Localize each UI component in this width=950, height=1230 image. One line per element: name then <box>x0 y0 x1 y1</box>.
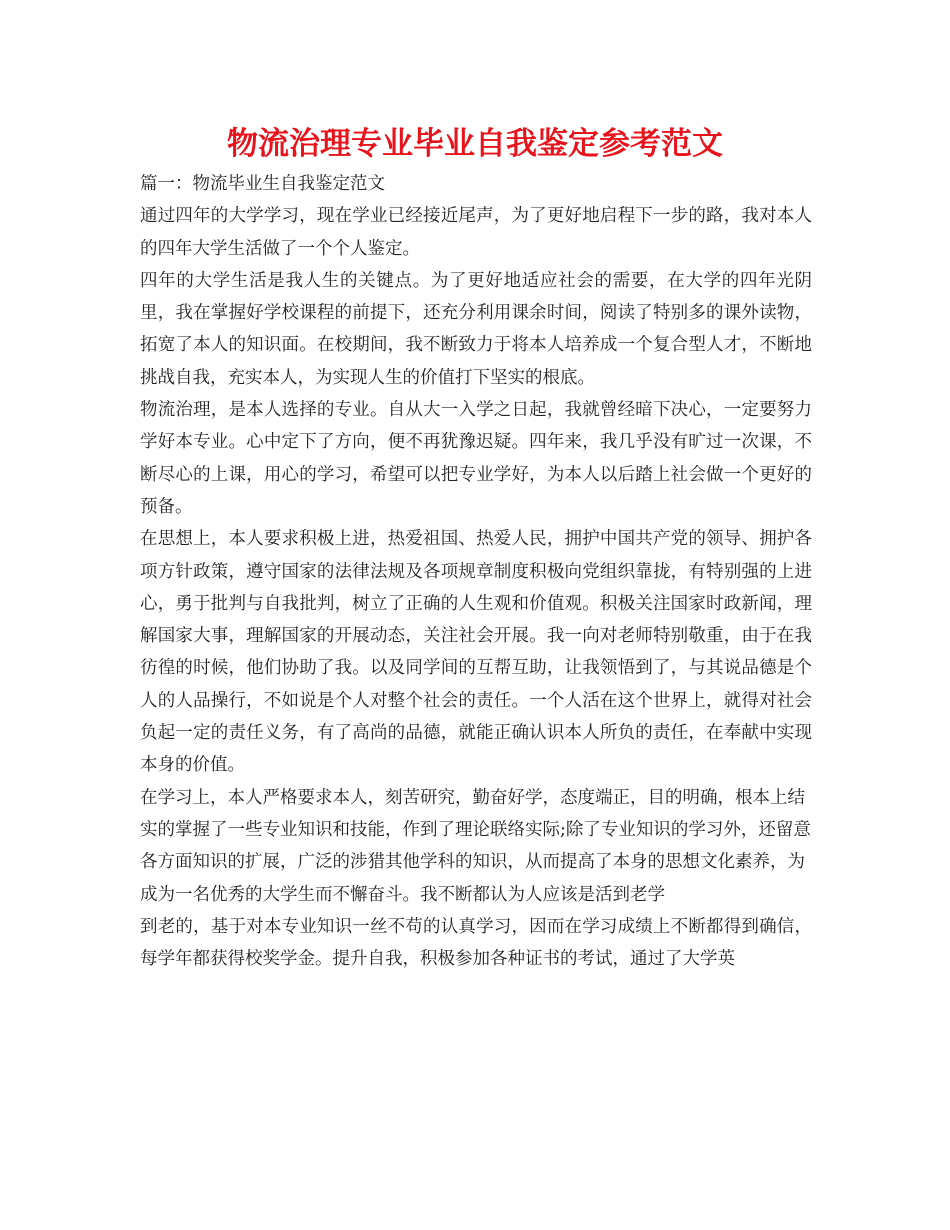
document-title: 物流治理专业毕业自我鉴定参考范文 <box>227 126 723 162</box>
paragraph-major: 物流治理，是本人选择的专业。自从大一入学之日起，我就曾经暗下决心，一定要努力学好本专业。心中定下了方向，便不再犹豫迟疑。四年来，我几乎没有旷过一次课，不断尽心的上课，用心的学习，希望可以把专业学好，为本人以后踏上社会做一个更好的预备。 <box>140 400 812 517</box>
paragraph-continued: 到老的，基于对本专业知识一丝不苟的认真学习，因而在学习成绩上不断都得到确信，每学年都获得校奖学金。提升自我，积极参加各种证书的考试，通过了大学英 <box>140 916 812 970</box>
paragraph-intro: 通过四年的大学学习，现在学业已经接近尾声，为了更好地启程下一步的路，我对本人的四年大学生活做了一个个人鉴定。 <box>140 206 812 259</box>
document-body <box>140 168 812 975</box>
paragraph-college-life: 四年的大学生活是我人生的关键点。为了更好地适应社会的需要，在大学的四年光阴里，我在掌握好学校课程的前提下，还充分利用课余时间，阅读了特别多的课外读物，拓宽了本人的知识面。在校期间，我不断致力于将本人培养成一个复合型人才，不断地挑战自我，充实本人，为实现人生的价值打下坚实的根底。 <box>140 270 812 388</box>
paragraph-study: 在学习上，本人严格要求本人，刻苦研究，勤奋好学，态度端正，目的明确，根本上结实的掌握了一些专业知识和技能，作到了理论联络实际;除了专业知识的学习外，还留意各方面知识的扩展，广泛的涉猎其他学科的知识，从而提高了本身的思想文化素养，为成为一名优秀的大学生而不懈奋斗。我不断都认为人应该是活到老学 <box>140 787 811 905</box>
section-heading: 篇一：物流毕业生自我鉴定范文 <box>140 174 385 194</box>
paragraph-ideology: 在思想上，本人要求积极上进，热爱祖国、热爱人民，拥护中国共产党的领导、拥护各项方针政策，遵守国家的法律法规及各项规章制度积极向党组织靠拢，有特别强的上进心，勇于批判与自我批判，树立了正确的人生观和价值观。积极关注国家时政新闻，理解国家大事，理解国家的开展动态，关注社会开展。我一向对老师特别敬重，由于在我彷徨的时候，他们协助了我。以及同学间的互帮互助，让我领悟到了，与其说品德是个人的人品操行，不如说是个人对整个社会的责任。一个人活在这个世界上，就得对社会负起一定的责任义务，有了高尚的品德，就能正确认识本人所负的责任，在奉献中实现本身的价值。 <box>140 529 812 776</box>
